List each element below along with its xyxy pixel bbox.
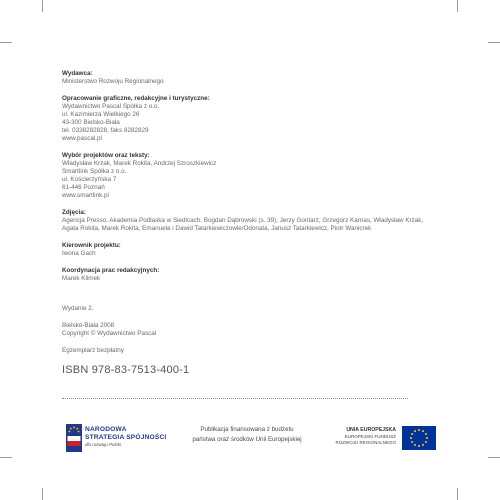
photos-heading: Zdjęcia: <box>62 209 86 216</box>
funding-line-2: państwa oraz środków Unii Europejskiej <box>192 435 302 443</box>
photos-credits-2: Agata Rokita, Marek Rokita, Emanuela i Dawid Tatarkiewiczowie/Odonata, Janusz Tatarkiewicz, Piotr Wanicrek <box>62 225 372 232</box>
photos-credits-1: Agencja Presso, Akademia Podlaska w Siedlcach, Bogdan Dąbrowski (s. 39), Jerzy Gontarz, Grzegorz Karnas, Władysław Krzak, <box>62 217 424 224</box>
copyright-text: Copyright © Wydawnictwo Pascal <box>62 330 157 337</box>
dotted-divider <box>62 398 408 399</box>
nss-logo-line2: STRATEGIA SPÓJNOŚCI <box>85 434 167 441</box>
manager-name: Iwona Gach <box>62 250 96 257</box>
publisher-name: Ministerstwo Rozwoju Regionalnego <box>62 78 164 85</box>
design-heading: Opracowanie graficzne, redakcyjne i turystyczne: <box>62 95 210 102</box>
coordination-section <box>62 267 462 283</box>
eu-flag-icon <box>402 426 436 450</box>
nss-emblem-icon <box>66 424 82 452</box>
crop-mark <box>0 457 12 458</box>
colophon <box>62 70 462 376</box>
crop-mark <box>488 42 500 43</box>
design-company: Wydawnictwo Pascal Spółka z o.o. <box>62 103 160 110</box>
eu-logo-line3: ROZWOJU REGIONALNEGO <box>335 440 396 445</box>
crop-mark <box>42 488 43 500</box>
crop-mark <box>457 0 458 12</box>
nss-logo <box>66 422 176 458</box>
eu-logo-line2: EUROPEJSKI FUNDUSZ <box>344 434 396 439</box>
manager-section <box>62 242 462 258</box>
design-street: ul. Kazimierza Wielkiego 26 <box>62 111 140 118</box>
nss-logo-line1: NARODOWA <box>85 426 127 433</box>
selection-company: Smartlink Spółka z o.o. <box>62 168 127 175</box>
design-website: www.pascal.pl <box>62 135 102 142</box>
selection-website: www.smartlink.pl <box>62 192 109 199</box>
selection-heading: Wybór projektów oraz teksty: <box>62 152 150 159</box>
edition-text: Wydanie 2. <box>62 305 94 312</box>
crop-mark <box>457 488 458 500</box>
eu-logo <box>332 426 440 454</box>
crop-mark <box>0 42 12 43</box>
crop-mark <box>488 457 500 458</box>
free-copy-text: Egzemplarz bezpłatny <box>62 347 124 354</box>
selection-city: 61-446 Poznań <box>62 184 105 191</box>
eu-logo-line1: UNIA EUROPEJSKA <box>346 427 396 433</box>
publisher-section <box>62 70 462 86</box>
selection-street: ul. Kościerzyńska 7 <box>62 176 117 183</box>
crop-mark <box>42 0 43 12</box>
coordination-heading: Koordynacja prac redakcyjnych: <box>62 267 160 274</box>
design-city: 43-300 Bielsko-Biała <box>62 119 120 126</box>
selection-authors: Władysław Krzak, Marek Rokita, Andrzej Szroszkiewicz <box>62 160 217 167</box>
manager-heading: Kierownik projektu: <box>62 242 121 249</box>
publisher-heading: Wydawca: <box>62 70 93 77</box>
selection-section <box>62 152 462 200</box>
design-section <box>62 95 462 143</box>
design-phone: tel. 0338282828, faks 8282829 <box>62 127 149 134</box>
funding-note <box>192 425 302 444</box>
nss-logo-tagline: dla rozwoju Polski <box>85 442 122 447</box>
isbn-text: ISBN 978-83-7513-400-1 <box>62 364 190 376</box>
coordination-name: Marek Klimek <box>62 275 101 282</box>
place-year-text: Bielsko-Biała 2008 <box>62 322 115 329</box>
photos-section <box>62 209 462 233</box>
funding-line-1: Publikacja finansowana z budżetu <box>200 426 294 433</box>
